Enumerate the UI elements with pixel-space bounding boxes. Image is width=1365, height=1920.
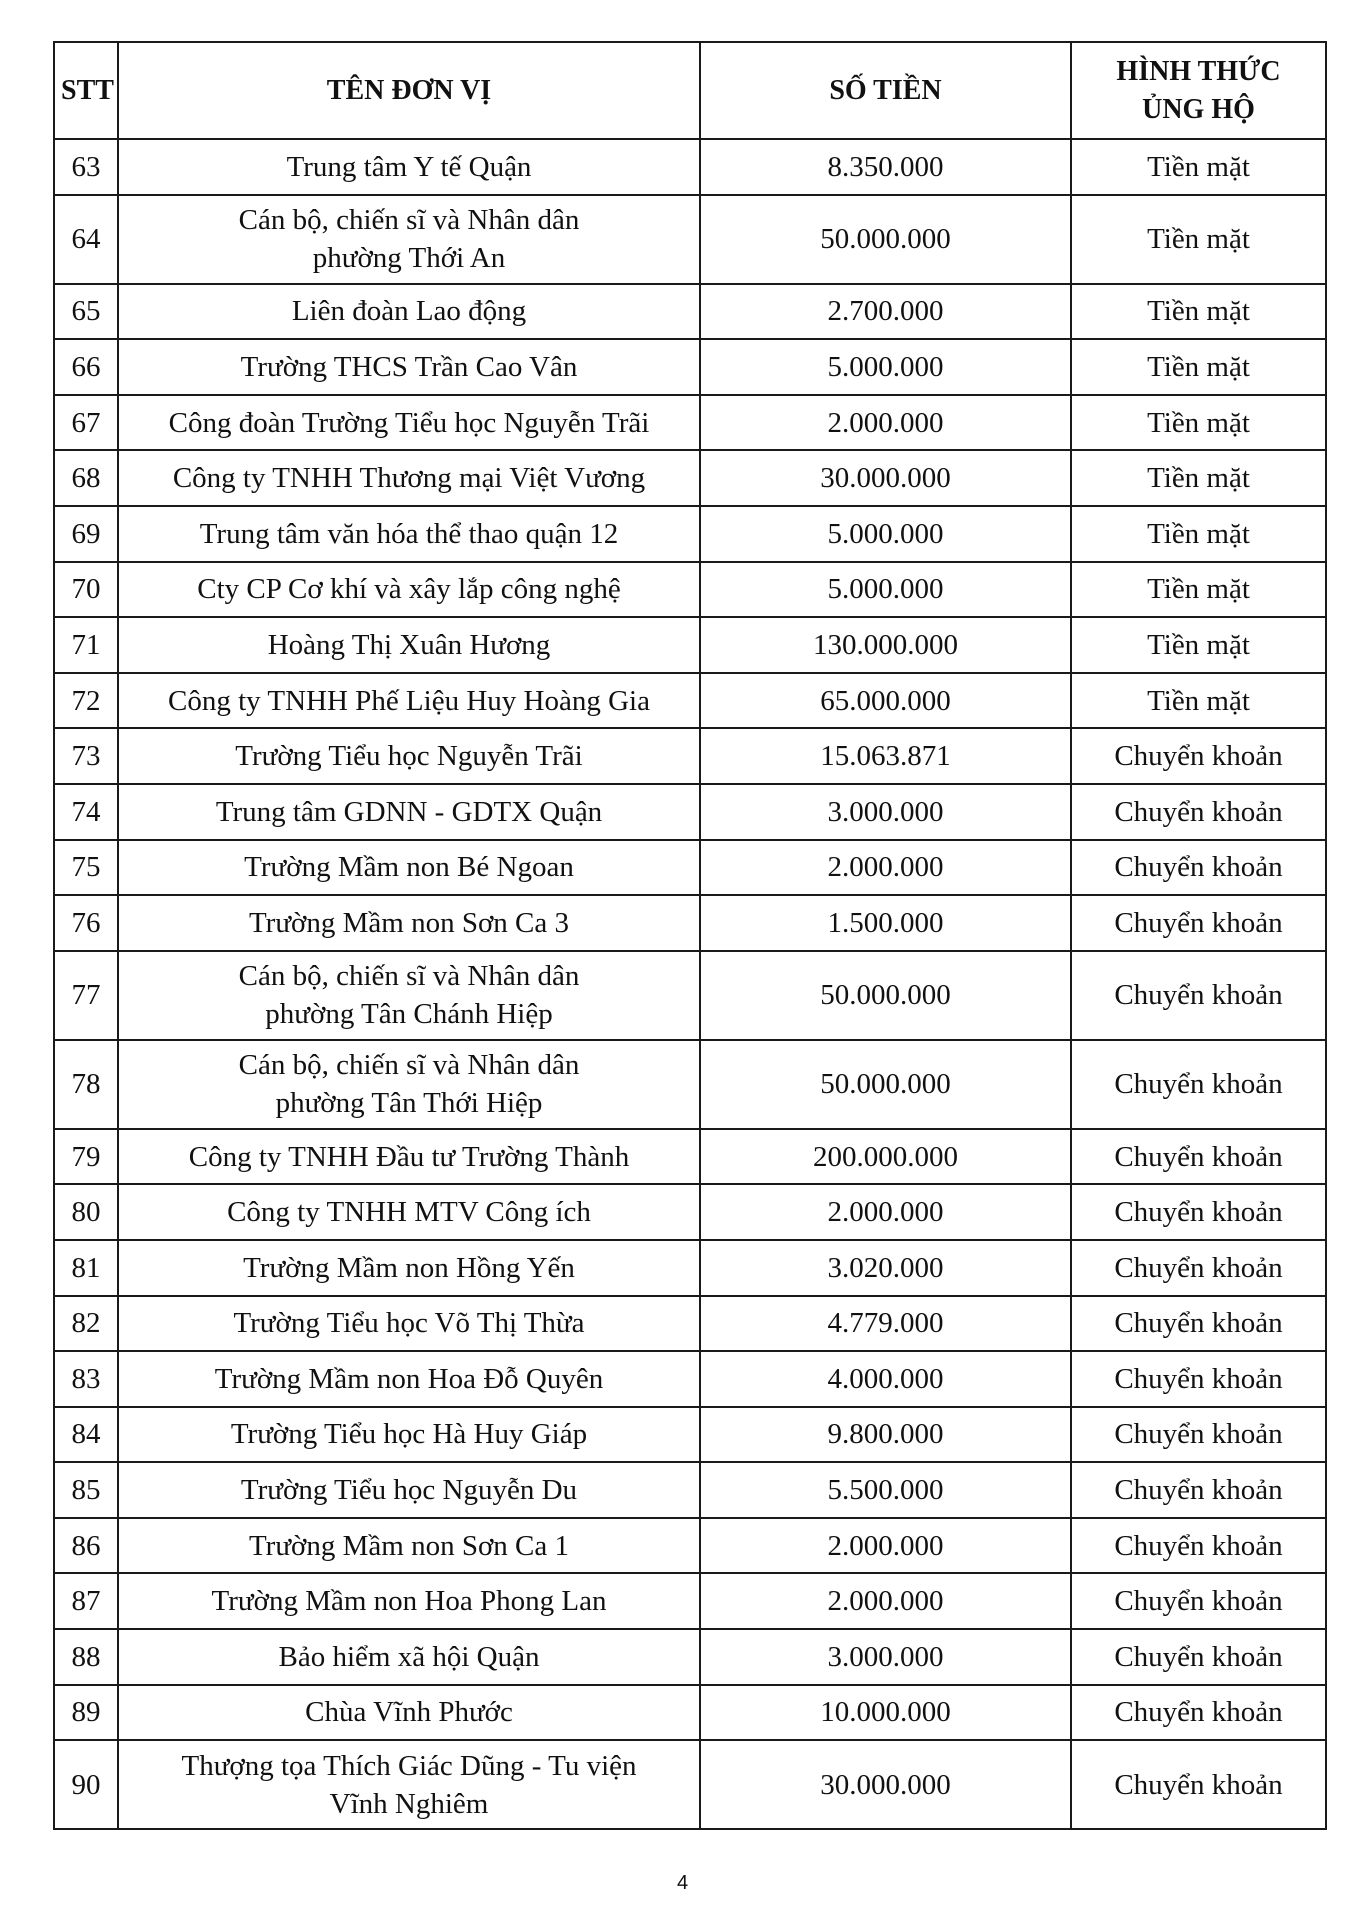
cell-stt: 68 (54, 450, 118, 506)
cell-method: Tiền mặt (1071, 562, 1326, 618)
cell-amount: 2.000.000 (700, 395, 1071, 451)
cell-stt: 82 (54, 1296, 118, 1352)
header-name: TÊN ĐƠN VỊ (118, 42, 700, 139)
table-row (54, 951, 1326, 1040)
cell-name (118, 1518, 700, 1574)
cell-stt: 83 (54, 1351, 118, 1407)
cell-method: Tiền mặt (1071, 506, 1326, 562)
cell-stt: 73 (54, 728, 118, 784)
cell-stt: 75 (54, 840, 118, 896)
cell-stt: 69 (54, 506, 118, 562)
cell-stt: 65 (54, 284, 118, 340)
table-row (54, 1462, 1326, 1518)
cell-name-line: Hoàng Thị Xuân Hương (267, 628, 551, 661)
cell-name (118, 673, 700, 729)
cell-name-line: Cán bộ, chiến sĩ và Nhân dân (238, 1049, 580, 1082)
cell-method: Chuyển khoản (1071, 1040, 1326, 1129)
header-method-line2: ỦNG HỘ (1142, 93, 1255, 125)
table-body (54, 139, 1326, 1829)
table-row (54, 1351, 1326, 1407)
cell-stt: 80 (54, 1184, 118, 1240)
cell-method: Chuyển khoản (1071, 1629, 1326, 1685)
cell-method: Chuyển khoản (1071, 1129, 1326, 1185)
cell-stt: 70 (54, 562, 118, 618)
table-row (54, 784, 1326, 840)
cell-amount: 3.020.000 (700, 1240, 1071, 1296)
cell-method: Chuyển khoản (1071, 840, 1326, 896)
cell-name-line: Cán bộ, chiến sĩ và Nhân dân (238, 204, 580, 237)
cell-stt: 78 (54, 1040, 118, 1129)
cell-name-line: Trường Mầm non Hoa Đỗ Quyên (214, 1362, 604, 1395)
header-method-line1: HÌNH THỨC (1116, 55, 1281, 87)
cell-amount: 50.000.000 (700, 1040, 1071, 1129)
cell-method: Chuyển khoản (1071, 1740, 1326, 1829)
cell-amount: 4.779.000 (700, 1296, 1071, 1352)
cell-stt: 88 (54, 1629, 118, 1685)
cell-name-line: Cán bộ, chiến sĩ và Nhân dân (238, 960, 580, 993)
cell-amount: 3.000.000 (700, 1629, 1071, 1685)
cell-amount: 3.000.000 (700, 784, 1071, 840)
cell-method: Chuyển khoản (1071, 951, 1326, 1040)
table-row (54, 450, 1326, 506)
cell-name (118, 284, 700, 340)
table-row (54, 1240, 1326, 1296)
cell-name-line: Công ty TNHH Thương mại Việt Vương (172, 462, 646, 495)
cell-name-line: Công ty TNHH Đầu tư Trường Thành (188, 1140, 630, 1173)
cell-name (118, 1462, 700, 1518)
cell-name (118, 395, 700, 451)
cell-amount: 2.000.000 (700, 840, 1071, 896)
cell-name (118, 1740, 700, 1829)
cell-name-line: Trường Tiểu học Nguyễn Trãi (235, 740, 583, 773)
table-row (54, 673, 1326, 729)
cell-stt: 77 (54, 951, 118, 1040)
cell-name (118, 840, 700, 896)
cell-amount: 30.000.000 (700, 1740, 1071, 1829)
cell-stt: 72 (54, 673, 118, 729)
cell-name-line: Bảo hiểm xã hội Quận (278, 1640, 540, 1673)
cell-amount: 4.000.000 (700, 1351, 1071, 1407)
cell-name (118, 617, 700, 673)
cell-stt: 74 (54, 784, 118, 840)
cell-name (118, 1129, 700, 1185)
cell-name-line: Trường Tiểu học Võ Thị Thừa (233, 1307, 585, 1340)
cell-name-line: Liên đoàn Lao động (291, 295, 527, 328)
cell-method: Chuyển khoản (1071, 784, 1326, 840)
cell-name-line: Vĩnh Nghiêm (329, 1787, 489, 1820)
cell-amount: 9.800.000 (700, 1407, 1071, 1463)
table-row (54, 339, 1326, 395)
cell-amount: 130.000.000 (700, 617, 1071, 673)
header-method (1071, 42, 1326, 139)
cell-name-line: Trường Mầm non Sơn Ca 3 (248, 906, 570, 939)
cell-amount: 50.000.000 (700, 951, 1071, 1040)
cell-name-line: Trường Mầm non Bé Ngoan (244, 851, 574, 884)
cell-name (118, 951, 700, 1040)
cell-name (118, 506, 700, 562)
cell-name-line: Trung tâm Y tế Quận (286, 150, 532, 183)
cell-name-line: Trung tâm văn hóa thể thao quận 12 (199, 517, 619, 550)
cell-name (118, 784, 700, 840)
cell-amount: 8.350.000 (700, 139, 1071, 195)
cell-amount: 2.000.000 (700, 1518, 1071, 1574)
cell-method: Tiền mặt (1071, 395, 1326, 451)
table-row (54, 1629, 1326, 1685)
cell-stt: 79 (54, 1129, 118, 1185)
cell-name (118, 562, 700, 618)
cell-name (118, 1573, 700, 1629)
cell-amount: 65.000.000 (700, 673, 1071, 729)
header-amount: SỐ TIỀN (700, 42, 1071, 139)
table-row (54, 840, 1326, 896)
header-stt: STT (54, 42, 118, 139)
cell-amount: 2.700.000 (700, 284, 1071, 340)
cell-method: Tiền mặt (1071, 284, 1326, 340)
cell-name (118, 1351, 700, 1407)
cell-amount: 50.000.000 (700, 195, 1071, 284)
header-row (54, 42, 1326, 139)
cell-name-line: phường Tân Chánh Hiệp (265, 998, 553, 1031)
cell-method: Chuyển khoản (1071, 1462, 1326, 1518)
cell-stt: 67 (54, 395, 118, 451)
table-row (54, 139, 1326, 195)
cell-method: Chuyển khoản (1071, 1240, 1326, 1296)
cell-name-line: Công ty TNHH Phế Liệu Huy Hoàng Gia (168, 684, 650, 717)
cell-name (118, 1184, 700, 1240)
cell-method: Chuyển khoản (1071, 1351, 1326, 1407)
cell-method: Tiền mặt (1071, 139, 1326, 195)
cell-name-line: Trường Tiểu học Hà Huy Giáp (230, 1418, 588, 1451)
cell-name (118, 195, 700, 284)
table-header (54, 42, 1326, 139)
table-row (54, 728, 1326, 784)
table-row (54, 1518, 1326, 1574)
table-row (54, 1740, 1326, 1829)
cell-method: Chuyển khoản (1071, 1407, 1326, 1463)
cell-stt: 64 (54, 195, 118, 284)
cell-name-line: Công đoàn Trường Tiểu học Nguyễn Trãi (168, 406, 650, 439)
cell-name (118, 1040, 700, 1129)
cell-stt: 63 (54, 139, 118, 195)
cell-amount: 2.000.000 (700, 1184, 1071, 1240)
cell-name (118, 450, 700, 506)
cell-name (118, 1629, 700, 1685)
cell-stt: 71 (54, 617, 118, 673)
cell-method: Chuyển khoản (1071, 895, 1326, 951)
cell-stt: 84 (54, 1407, 118, 1463)
cell-name (118, 1685, 700, 1741)
cell-method: Chuyển khoản (1071, 1685, 1326, 1741)
cell-method: Chuyển khoản (1071, 1296, 1326, 1352)
cell-method: Chuyển khoản (1071, 728, 1326, 784)
table-row (54, 617, 1326, 673)
cell-stt: 87 (54, 1573, 118, 1629)
cell-name (118, 895, 700, 951)
cell-name (118, 1240, 700, 1296)
table-row (54, 1685, 1326, 1741)
cell-name-line: Trường Tiểu học Nguyễn Du (240, 1474, 578, 1507)
table-row (54, 895, 1326, 951)
cell-method: Chuyển khoản (1071, 1184, 1326, 1240)
cell-method: Tiền mặt (1071, 450, 1326, 506)
page-number: 4 (676, 1872, 689, 1894)
cell-name-line: phường Thới An (312, 242, 506, 275)
table-row (54, 284, 1326, 340)
table-row (54, 1129, 1326, 1185)
table-row (54, 1296, 1326, 1352)
cell-name-line: Trường Mầm non Hoa Phong Lan (211, 1585, 607, 1618)
cell-name-line: Công ty TNHH MTV Công ích (227, 1196, 591, 1229)
cell-stt: 81 (54, 1240, 118, 1296)
cell-stt: 85 (54, 1462, 118, 1518)
cell-amount: 5.000.000 (700, 339, 1071, 395)
table-row (54, 1407, 1326, 1463)
table-row (54, 1184, 1326, 1240)
cell-amount: 5.500.000 (700, 1462, 1071, 1518)
cell-amount: 5.000.000 (700, 562, 1071, 618)
table-row (54, 1573, 1326, 1629)
cell-stt: 76 (54, 895, 118, 951)
cell-method: Tiền mặt (1071, 339, 1326, 395)
cell-name-line: Trung tâm GDNN - GDTX Quận (215, 795, 603, 828)
donation-table (53, 41, 1327, 1830)
cell-amount: 10.000.000 (700, 1685, 1071, 1741)
cell-name-line: Chùa Vĩnh Phước (305, 1696, 513, 1729)
cell-amount: 5.000.000 (700, 506, 1071, 562)
cell-name (118, 339, 700, 395)
table-row (54, 562, 1326, 618)
cell-name-line: Trường Mầm non Sơn Ca 1 (248, 1529, 570, 1562)
cell-amount: 15.063.871 (700, 728, 1071, 784)
table-row (54, 395, 1326, 451)
cell-method: Chuyển khoản (1071, 1518, 1326, 1574)
table-row (54, 506, 1326, 562)
cell-amount: 2.000.000 (700, 1573, 1071, 1629)
cell-amount: 30.000.000 (700, 450, 1071, 506)
table-row (54, 195, 1326, 284)
cell-amount: 200.000.000 (700, 1129, 1071, 1185)
cell-name-line: Cty CP Cơ khí và xây lắp công nghệ (197, 573, 621, 606)
cell-name (118, 139, 700, 195)
cell-name-line: Thượng tọa Thích Giác Dũng - Tu viện (181, 1749, 637, 1782)
cell-stt: 86 (54, 1518, 118, 1574)
table-row (54, 1040, 1326, 1129)
cell-name (118, 1407, 700, 1463)
cell-name-line: phường Tân Thới Hiệp (275, 1087, 543, 1120)
cell-stt: 90 (54, 1740, 118, 1829)
cell-method: Tiền mặt (1071, 195, 1326, 284)
cell-stt: 89 (54, 1685, 118, 1741)
cell-name-line: Trường THCS Trần Cao Vân (240, 350, 578, 383)
cell-name-line: Trường Mầm non Hồng Yến (243, 1251, 575, 1284)
cell-method: Chuyển khoản (1071, 1573, 1326, 1629)
cell-method: Tiền mặt (1071, 673, 1326, 729)
cell-name (118, 1296, 700, 1352)
cell-method: Tiền mặt (1071, 617, 1326, 673)
cell-amount: 1.500.000 (700, 895, 1071, 951)
cell-stt: 66 (54, 339, 118, 395)
cell-name (118, 728, 700, 784)
